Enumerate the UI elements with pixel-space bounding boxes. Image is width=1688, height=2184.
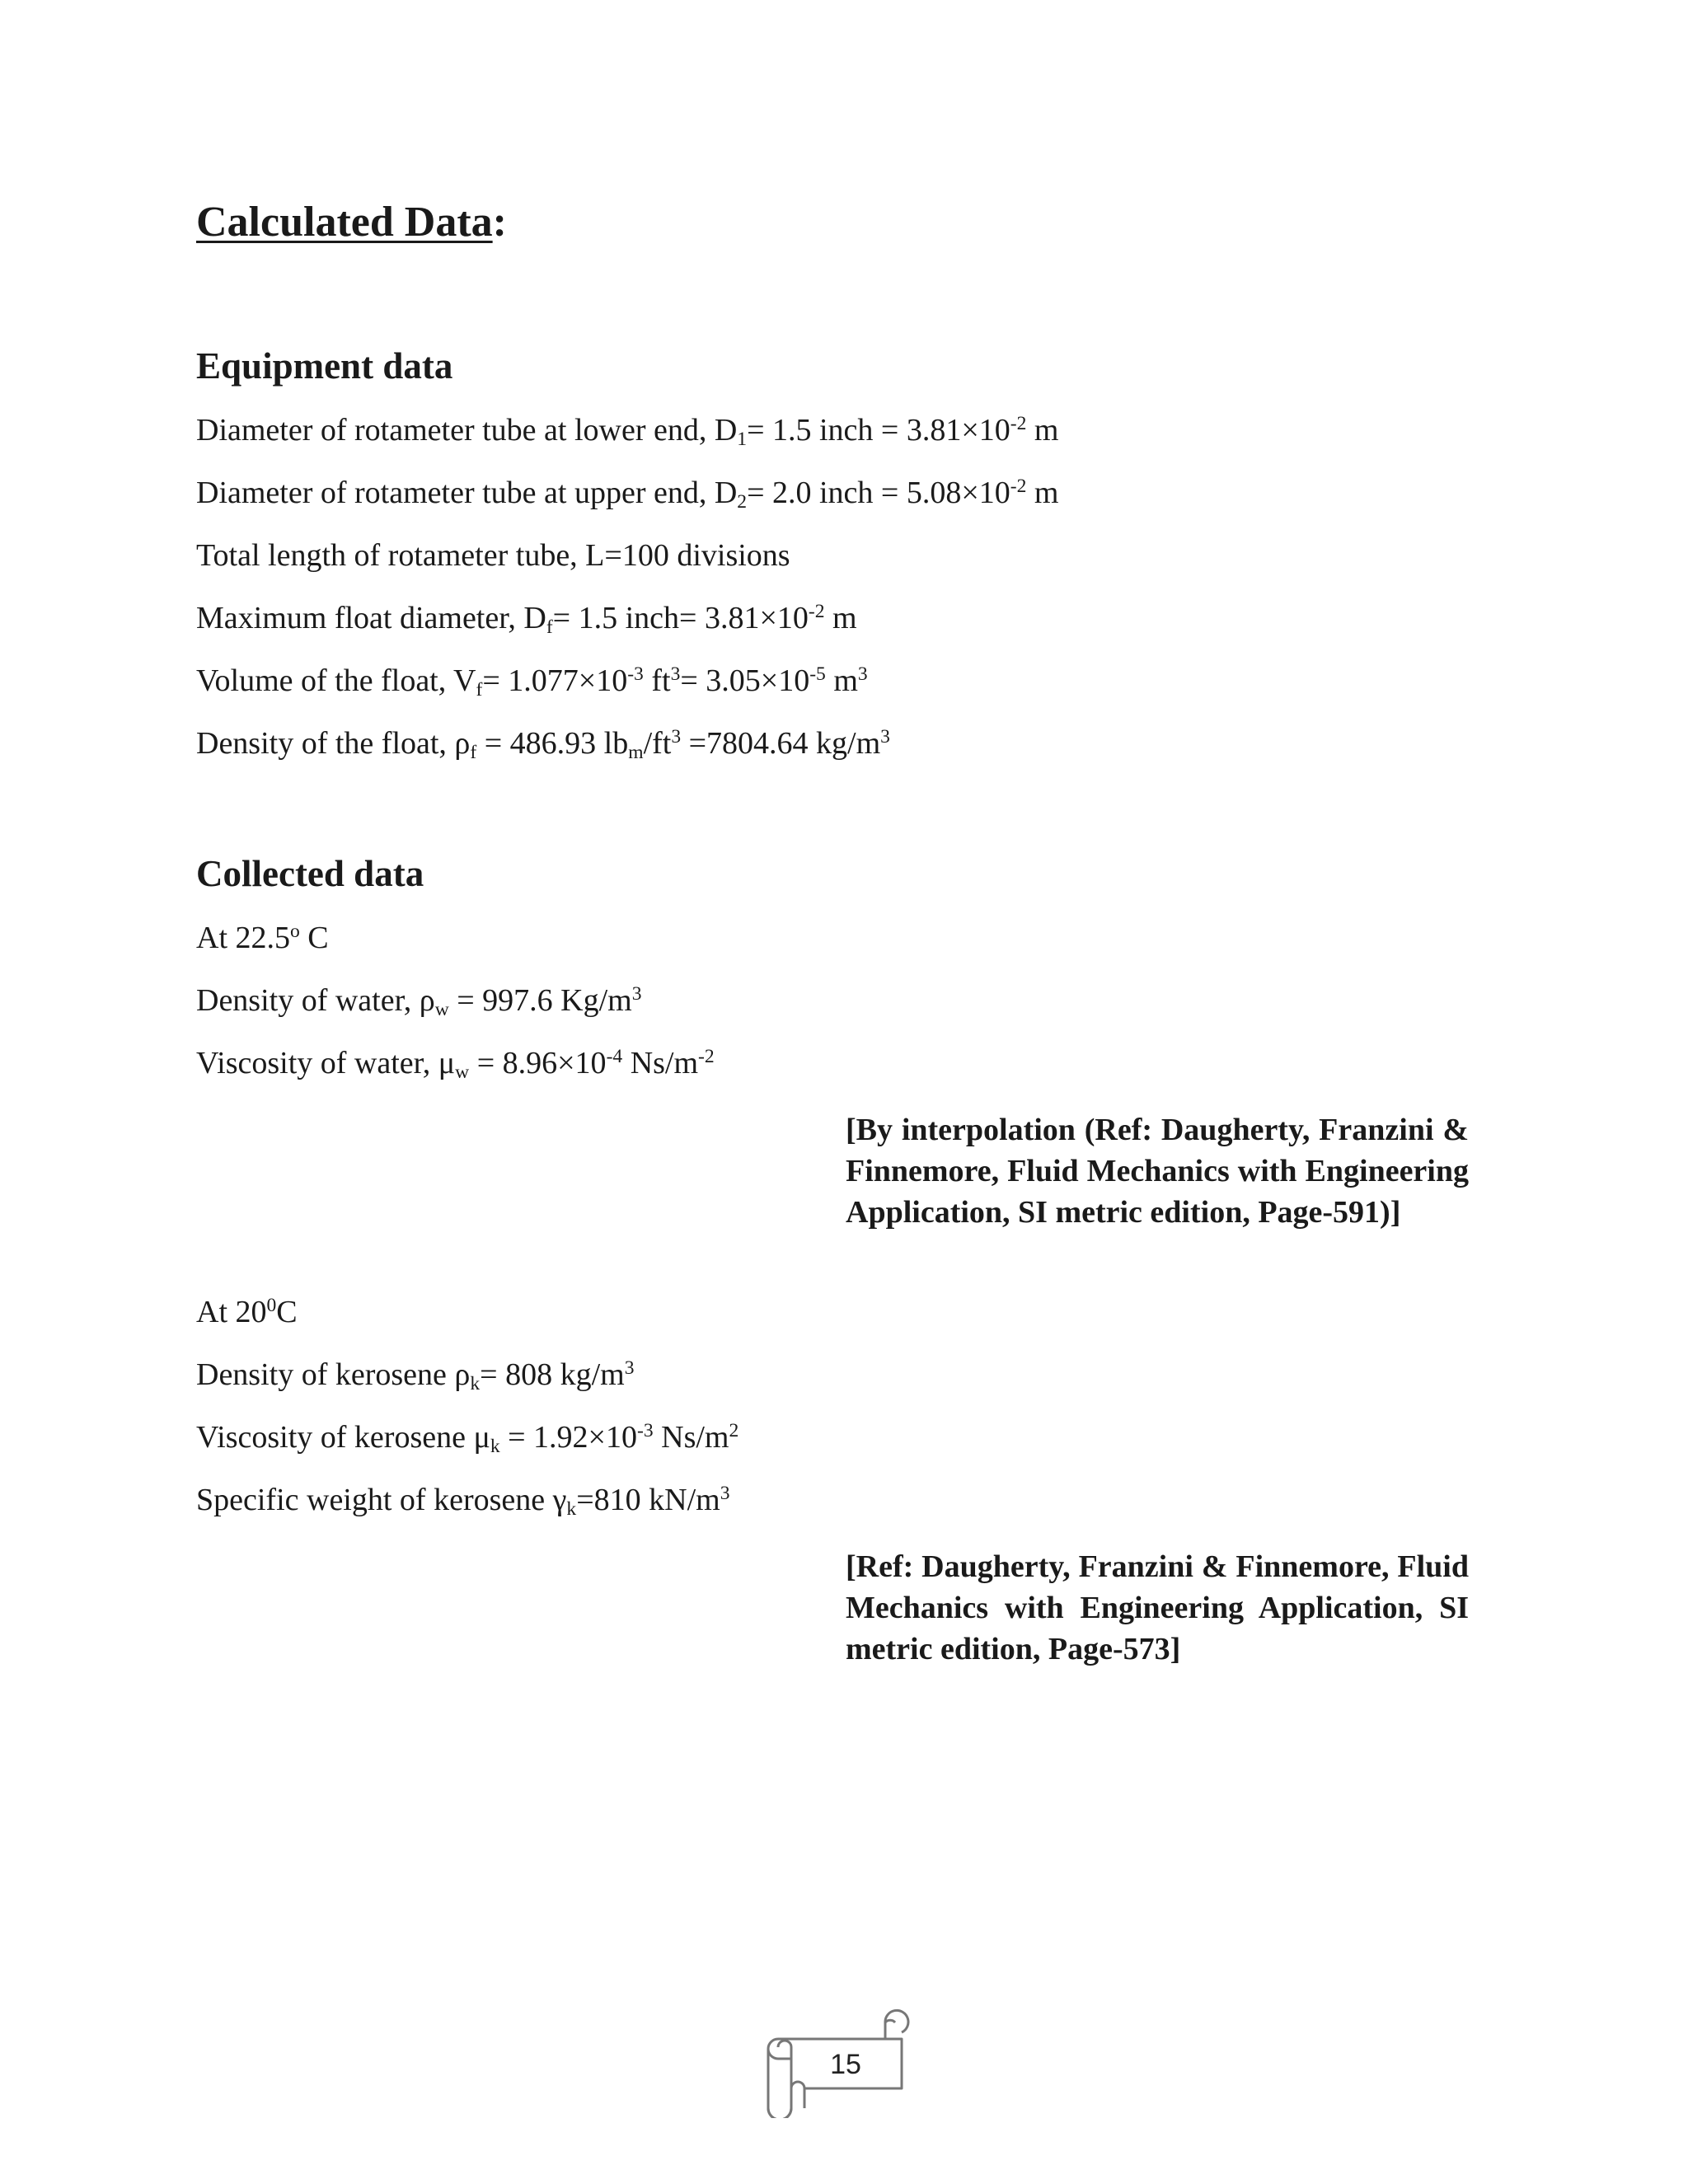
- water-viscosity-line: Viscosity of water, $\mu_w = 8.96\times 10^{-4}$ $Ns/m^{-2}$: [196, 1046, 715, 1083]
- tube-length-line: Total length of rotameter tube, L=100 divisions: [196, 538, 790, 573]
- page-title: Calculated Data:: [196, 199, 507, 246]
- collected-heading: Collected data: [196, 853, 424, 894]
- water-density-line: Density of water, $\rho_w = 997.6$ $Kg/m^3$: [196, 983, 642, 1020]
- page-number: 15: [830, 2049, 861, 2080]
- kerosene-specific-weight-line: Specific weight of kerosene $\gamma_k=810$ $kN/m^3$: [196, 1483, 730, 1520]
- reference-note-2: [Ref: Daugherty, Franzini & Finnemore, Fluid Mechanics with Engineering Application, SI metric edition, Page-573]: [846, 1549, 1469, 1666]
- float-diameter-line: Maximum float diameter, $D_f= 1.5$ inch= $3.81\times 10^{-2}$ m: [196, 601, 857, 638]
- kerosene-viscosity-line: Viscosity of kerosene $\mu_k = 1.92\times 10^{-3}$ $Ns/m^2$: [196, 1420, 739, 1457]
- page-number-scroll: [762, 2003, 910, 2118]
- temperature-line-2: At $20^0C$: [196, 1295, 298, 1329]
- kerosene-density-line: Density of kerosene $\rho_k= 808$ $kg/m^3$: [196, 1357, 635, 1394]
- reference-note-1: [By interpolation (Ref: Daugherty, Franzini & Finnemore, Fluid Mechanics with Engineering Application, SI metric edition, Page-591)]: [846, 1113, 1469, 1230]
- diameter-upper-line: Diameter of rotameter tube at upper end, $D_2= 2.0$ inch = $5.08\times 10^{-2}$ m: [196, 476, 1059, 513]
- float-volume-line: Volume of the float, $V_f= 1.077\times 10^{-3}$ $ft^3= 3.05\times 10^{-5}$ $m^3$: [196, 663, 868, 701]
- temperature-line-1: At 22.5$^o$ C: [196, 921, 329, 955]
- equipment-heading: Equipment data: [196, 345, 453, 387]
- diameter-lower-line: Diameter of rotameter tube at lower end, $D_1= 1.5$ inch = $3.81\times 10^{-2}$ m: [196, 413, 1059, 450]
- float-density-line: Density of the float, $\rho_f = 486.93$ $lb_m/ft^3 =7804.64$ $kg/m^3$: [196, 726, 890, 763]
